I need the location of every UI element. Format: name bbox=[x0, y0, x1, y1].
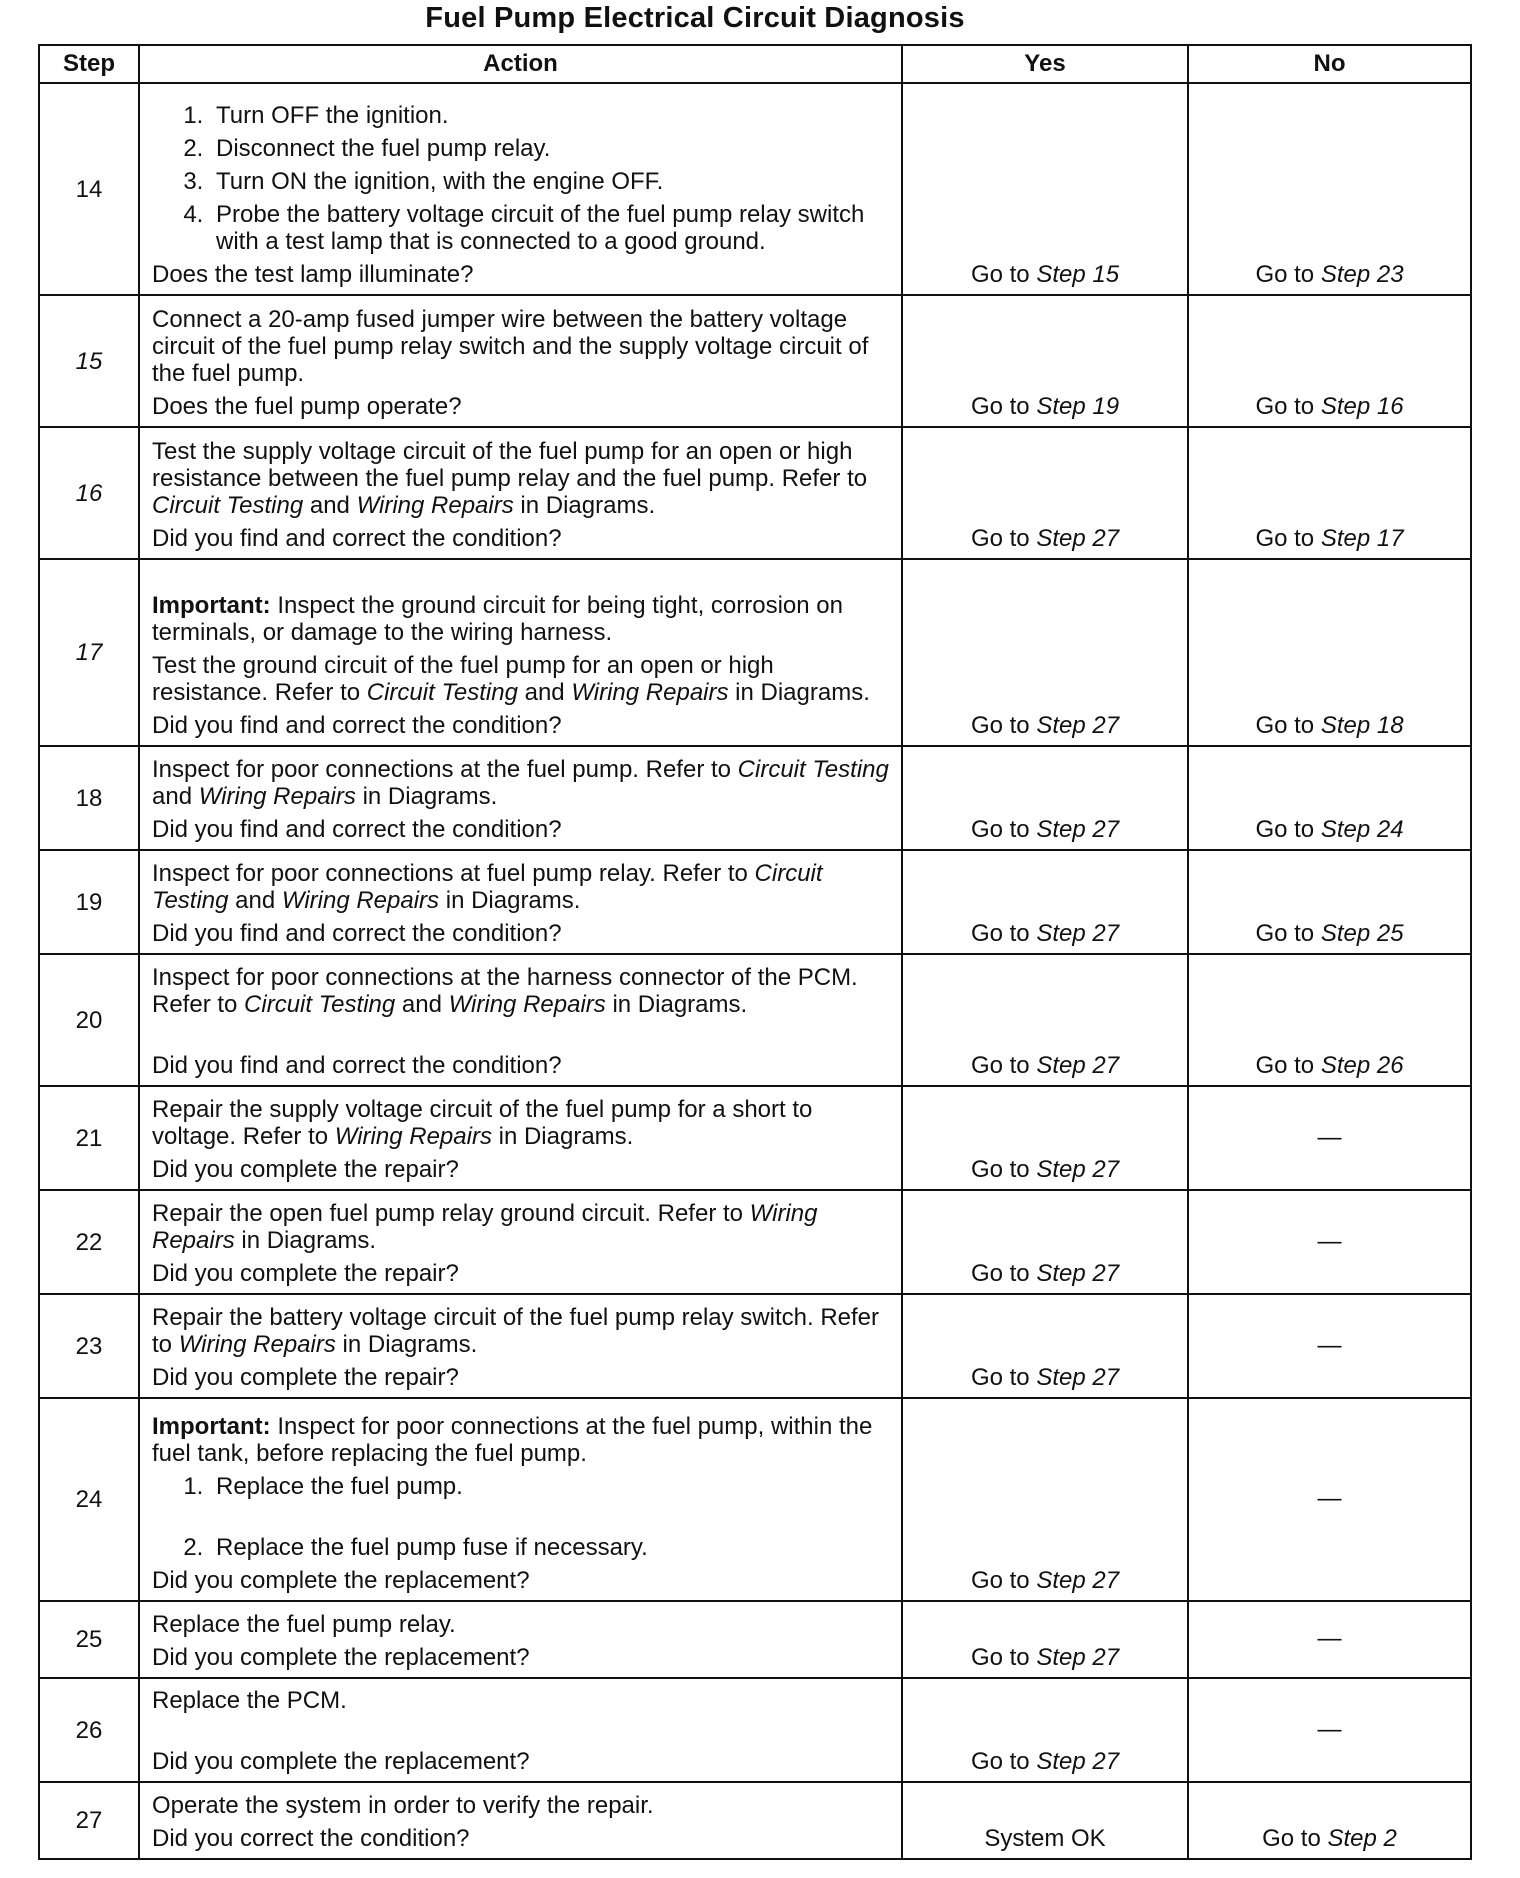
yes-cell bbox=[902, 1601, 1188, 1678]
action-cell bbox=[139, 295, 902, 427]
table-row bbox=[39, 850, 1471, 954]
table-row bbox=[39, 1782, 1471, 1859]
step-number: 17 bbox=[39, 559, 139, 746]
yes-cell bbox=[902, 559, 1188, 746]
question: Did you find and correct the condition? bbox=[152, 1052, 562, 1079]
goto-prefix: Go to bbox=[970, 920, 1030, 947]
question: Did you find and correct the condition? bbox=[152, 920, 562, 947]
action-cell bbox=[139, 1601, 902, 1678]
step-link[interactable]: Step 27 bbox=[1036, 525, 1120, 552]
action-text: Repair the supply voltage circuit of the fuel pump for a short to voltage. Refer to Wiring Repairs in Diagrams. bbox=[152, 1096, 813, 1150]
question: Does the test lamp illuminate? bbox=[152, 261, 474, 288]
action-cell bbox=[139, 954, 902, 1086]
no-cell: — bbox=[1188, 1601, 1471, 1678]
list-item: 2. Disconnect the fuel pump relay. bbox=[210, 135, 889, 162]
no-cell bbox=[1188, 1782, 1471, 1859]
yes-cell bbox=[902, 1678, 1188, 1782]
reference: Wiring Repairs bbox=[356, 492, 514, 519]
action-text: Inspect for poor connections at the harness connector of the PCM. Refer to Circuit Testing and Wiring Repairs in Diagrams. bbox=[152, 964, 858, 1018]
no-cell bbox=[1188, 954, 1471, 1086]
goto-prefix: Go to bbox=[1255, 816, 1315, 843]
reference: Wiring Repairs bbox=[198, 783, 356, 810]
goto-prefix: Go to bbox=[970, 525, 1030, 552]
yes-cell bbox=[902, 1190, 1188, 1294]
step-number: 19 bbox=[39, 850, 139, 954]
action-text: Repair the open fuel pump relay ground circuit. Refer to Wiring Repairs in Diagrams. bbox=[152, 1200, 818, 1254]
yes-cell bbox=[902, 295, 1188, 427]
action-cell bbox=[139, 1398, 902, 1601]
step-number: 27 bbox=[39, 1782, 139, 1859]
list-item: 4. Probe the battery voltage circuit of the fuel pump relay switch with a test lamp that is connected to a good ground. bbox=[210, 201, 889, 255]
step-link[interactable]: Step 26 bbox=[1320, 1052, 1404, 1079]
step-link[interactable]: Step 16 bbox=[1320, 393, 1404, 420]
step-link[interactable]: Step 27 bbox=[1036, 1364, 1120, 1391]
goto-prefix: Go to bbox=[970, 1364, 1030, 1391]
goto-prefix: Go to bbox=[970, 393, 1030, 420]
yes-cell bbox=[902, 1294, 1188, 1398]
header-yes: Yes bbox=[902, 45, 1188, 83]
action-cell bbox=[139, 1294, 902, 1398]
question: Did you find and correct the condition? bbox=[152, 525, 562, 552]
action-text: Inspect for poor connections at fuel pump relay. Refer to Circuit Testing and Wiring Repairs in Diagrams. bbox=[152, 860, 823, 914]
action-text: Operate the system in order to verify the repair. bbox=[152, 1792, 654, 1819]
goto-prefix: Go to bbox=[970, 261, 1030, 288]
table-row bbox=[39, 559, 1471, 746]
header-row bbox=[39, 45, 1471, 83]
question: Did you complete the repair? bbox=[152, 1364, 459, 1391]
table-row bbox=[39, 1086, 1471, 1190]
step-link[interactable]: Step 27 bbox=[1036, 1156, 1120, 1183]
action-text: Replace the PCM. bbox=[152, 1687, 347, 1714]
goto-prefix: Go to bbox=[1255, 261, 1315, 288]
table-row bbox=[39, 1398, 1471, 1601]
step-link[interactable]: Step 2 bbox=[1327, 1825, 1397, 1852]
step-link[interactable]: Step 15 bbox=[1036, 261, 1120, 288]
step-link[interactable]: Step 27 bbox=[1036, 1567, 1120, 1594]
action-text: Test the supply voltage circuit of the fuel pump for an open or high resistance between the fuel pump relay and the fuel pump. Refer to Circuit Testing and Wiring Repairs in Diagrams. bbox=[152, 438, 868, 519]
step-link[interactable]: Step 27 bbox=[1036, 1748, 1120, 1775]
diagnosis-table bbox=[38, 44, 1472, 1860]
step-link[interactable]: Step 25 bbox=[1320, 920, 1404, 947]
step-link[interactable]: Step 27 bbox=[1036, 816, 1120, 843]
header-step: Step bbox=[39, 45, 139, 83]
step-number: 18 bbox=[39, 746, 139, 850]
reference: Wiring Repairs bbox=[281, 887, 440, 914]
table-row bbox=[39, 1678, 1471, 1782]
reference: Wiring Repairs bbox=[571, 679, 729, 706]
reference: Wiring Repairs bbox=[448, 991, 606, 1018]
yes-cell bbox=[902, 954, 1188, 1086]
action-cell bbox=[139, 1086, 902, 1190]
reference: Circuit Testing bbox=[366, 679, 518, 706]
action-cell bbox=[139, 427, 902, 559]
reference: Wiring Repairs bbox=[178, 1331, 336, 1358]
goto-prefix: Go to bbox=[970, 1052, 1030, 1079]
step-link[interactable]: Step 17 bbox=[1320, 525, 1404, 552]
yes-cell bbox=[902, 83, 1188, 295]
action-cell bbox=[139, 1678, 902, 1782]
goto-prefix: Go to bbox=[970, 712, 1030, 739]
reference: Wiring Repairs bbox=[334, 1123, 492, 1150]
step-number: 25 bbox=[39, 1601, 139, 1678]
question: Did you find and correct the condition? bbox=[152, 816, 562, 843]
page-title: Fuel Pump Electrical Circuit Diagnosis bbox=[425, 2, 965, 34]
list-item: 1. Turn OFF the ignition. bbox=[210, 102, 889, 129]
step-link[interactable]: Step 27 bbox=[1036, 1052, 1120, 1079]
goto-prefix: Go to bbox=[970, 816, 1030, 843]
step-link[interactable]: Step 27 bbox=[1036, 1644, 1120, 1671]
no-cell bbox=[1188, 850, 1471, 954]
yes-cell bbox=[902, 1086, 1188, 1190]
action-text: Replace the fuel pump relay. bbox=[152, 1611, 456, 1638]
step-number: 26 bbox=[39, 1678, 139, 1782]
question: Did you complete the replacement? bbox=[152, 1748, 530, 1775]
table-row bbox=[39, 1190, 1471, 1294]
reference: Circuit Testing bbox=[244, 991, 396, 1018]
step-number: 24 bbox=[39, 1398, 139, 1601]
action-cell bbox=[139, 746, 902, 850]
no-cell: — bbox=[1188, 1398, 1471, 1601]
table-row bbox=[39, 295, 1471, 427]
no-cell bbox=[1188, 295, 1471, 427]
no-cell: — bbox=[1188, 1190, 1471, 1294]
action-cell bbox=[139, 1190, 902, 1294]
goto-prefix: Go to bbox=[1262, 1825, 1321, 1852]
table-row bbox=[39, 954, 1471, 1086]
step-number: 15 bbox=[39, 295, 139, 427]
action-text: Repair the battery voltage circuit of the fuel pump relay switch. Refer to Wiring Repairs in Diagrams. bbox=[152, 1304, 880, 1358]
list-item: 2. Replace the fuel pump fuse if necessary. bbox=[210, 1534, 889, 1561]
header-no: No bbox=[1188, 45, 1471, 83]
table-row bbox=[39, 427, 1471, 559]
reference: Circuit Testing bbox=[152, 860, 823, 914]
goto-prefix: Go to bbox=[970, 1748, 1030, 1775]
action-cell bbox=[139, 559, 902, 746]
table-row bbox=[39, 1601, 1471, 1678]
question: Did you find and correct the condition? bbox=[152, 712, 562, 739]
no-cell bbox=[1188, 559, 1471, 746]
goto-prefix: Go to bbox=[970, 1156, 1030, 1183]
goto-prefix: Go to bbox=[970, 1644, 1030, 1671]
goto-prefix: Go to bbox=[1255, 393, 1315, 420]
yes-cell bbox=[902, 746, 1188, 850]
action-cell bbox=[139, 850, 902, 954]
goto-prefix: Go to bbox=[1255, 920, 1315, 947]
question: Did you correct the condition? bbox=[152, 1825, 470, 1852]
important-note: Important: Inspect the ground circuit for being tight, corrosion on terminals, or damage to the wiring harness. bbox=[152, 592, 843, 646]
question: Does the fuel pump operate? bbox=[152, 393, 462, 420]
step-link[interactable]: Step 19 bbox=[1036, 393, 1120, 420]
step-link[interactable]: Step 27 bbox=[1036, 920, 1120, 947]
question: Did you complete the replacement? bbox=[152, 1644, 530, 1671]
question: Did you complete the repair? bbox=[152, 1156, 459, 1183]
yes-cell bbox=[902, 850, 1188, 954]
reference: Circuit Testing bbox=[737, 756, 889, 783]
goto-prefix: Go to bbox=[1255, 525, 1315, 552]
step-link[interactable]: Step 24 bbox=[1320, 816, 1404, 843]
yes-cell bbox=[902, 1398, 1188, 1601]
goto-prefix: Go to bbox=[1255, 712, 1315, 739]
list-item: 1. Replace the fuel pump. bbox=[210, 1473, 889, 1500]
step-number: 16 bbox=[39, 427, 139, 559]
no-cell bbox=[1188, 427, 1471, 559]
action-cell bbox=[139, 1782, 902, 1859]
step-link[interactable]: Step 23 bbox=[1320, 261, 1404, 288]
table-row bbox=[39, 83, 1471, 295]
step-link[interactable]: Step 18 bbox=[1320, 712, 1404, 739]
no-cell: — bbox=[1188, 1086, 1471, 1190]
no-cell: — bbox=[1188, 1294, 1471, 1398]
step-link[interactable]: Step 27 bbox=[1036, 1260, 1120, 1287]
question: Did you complete the repair? bbox=[152, 1260, 459, 1287]
reference: Circuit Testing bbox=[152, 492, 304, 519]
step-number: 14 bbox=[39, 83, 139, 295]
step-link[interactable]: Step 27 bbox=[1036, 712, 1120, 739]
yes-cell bbox=[902, 427, 1188, 559]
goto-prefix: Go to bbox=[1255, 1052, 1315, 1079]
no-cell bbox=[1188, 83, 1471, 295]
yes-cell: System OK bbox=[902, 1782, 1188, 1859]
important-note: Important: Inspect for poor connections at the fuel pump, within the fuel tank, before replacing the fuel pump. bbox=[152, 1413, 873, 1467]
table-row bbox=[39, 1294, 1471, 1398]
step-number: 23 bbox=[39, 1294, 139, 1398]
action-cell bbox=[139, 83, 902, 295]
action-text: Test the ground circuit of the fuel pump for an open or high resistance. Refer to Circuit Testing and Wiring Repairs in Diagrams. bbox=[152, 652, 870, 706]
table-row bbox=[39, 746, 1471, 850]
header-action: Action bbox=[139, 45, 902, 83]
action-text: Connect a 20-amp fused jumper wire between the battery voltage circuit of the fuel pump relay switch and the supply voltage circuit of the fuel pump. bbox=[152, 306, 869, 387]
step-number: 21 bbox=[39, 1086, 139, 1190]
no-cell: — bbox=[1188, 1678, 1471, 1782]
goto-prefix: Go to bbox=[970, 1260, 1030, 1287]
step-number: 22 bbox=[39, 1190, 139, 1294]
reference: Wiring Repairs bbox=[152, 1200, 818, 1254]
step-number: 20 bbox=[39, 954, 139, 1086]
question: Did you complete the replacement? bbox=[152, 1567, 530, 1594]
goto-prefix: Go to bbox=[970, 1567, 1030, 1594]
no-cell bbox=[1188, 746, 1471, 850]
list-item: 3. Turn ON the ignition, with the engine OFF. bbox=[210, 168, 889, 195]
action-text: Inspect for poor connections at the fuel pump. Refer to Circuit Testing and Wiring Repairs in Diagrams. bbox=[152, 756, 889, 810]
